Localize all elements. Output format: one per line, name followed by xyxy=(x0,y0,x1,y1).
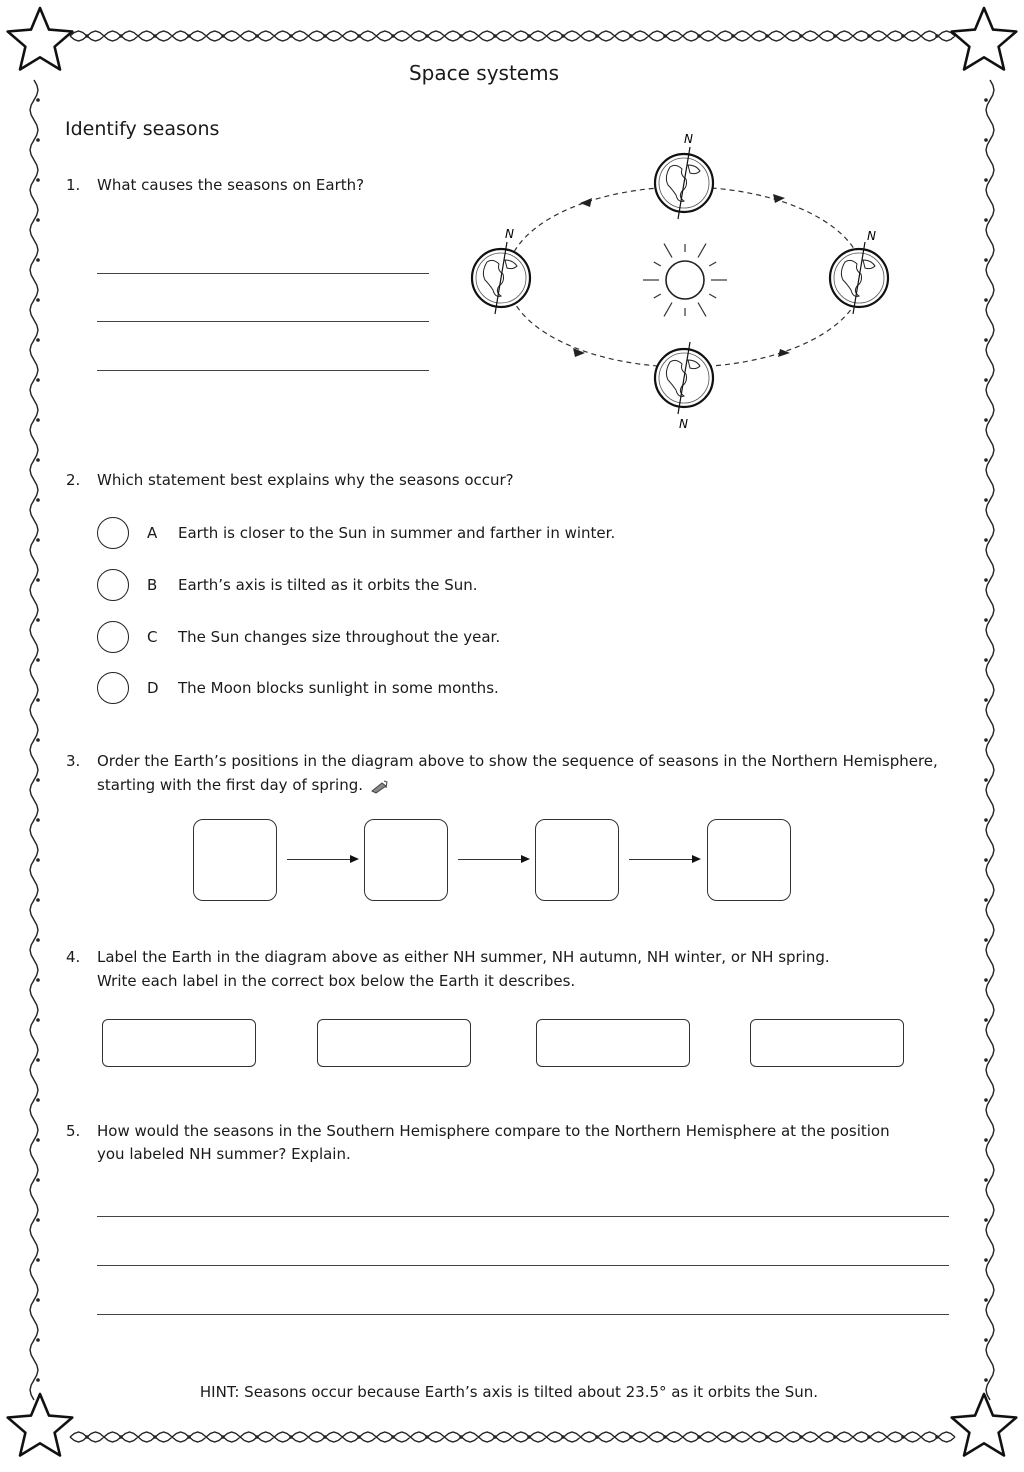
option-b-radio[interactable] xyxy=(97,569,129,601)
label-box-2[interactable] xyxy=(317,1019,471,1067)
sun-ray xyxy=(664,244,672,258)
sequence-arrow xyxy=(629,859,699,860)
option-b-text: Earth’s axis is tilted as it orbits the Sun. xyxy=(178,576,478,594)
question-5-text: How would the seasons in the Southern Hemisphere compare to the Northern Hemisphere at the position xyxy=(97,1122,890,1140)
question-4-text: Label the Earth in the diagram above as either NH summer, NH autumn, NH winter, or NH spring. xyxy=(97,948,830,966)
option-a-letter: A xyxy=(147,524,158,542)
sequence-box-3[interactable] xyxy=(535,819,619,901)
earth-icon xyxy=(830,229,888,314)
sun-ray xyxy=(654,294,661,298)
sun-ray xyxy=(654,262,661,266)
question-3-text-line2: starting with the first day of spring. xyxy=(97,776,364,794)
sequence-box-4[interactable] xyxy=(707,819,791,901)
option-c-text: The Sun changes size throughout the year. xyxy=(178,628,501,646)
answer-line[interactable] xyxy=(97,370,429,371)
question-5-number: 5. xyxy=(66,1122,81,1140)
question-2-text: Which statement best explains why the seasons occur? xyxy=(97,471,514,489)
option-d-letter: D xyxy=(147,679,159,697)
earth-icon xyxy=(655,342,713,431)
orbit-arrow xyxy=(580,198,592,207)
option-d-text: The Moon blocks sunlight in some months. xyxy=(178,679,499,697)
option-a-text: Earth is closer to the Sun in summer and farther in winter. xyxy=(178,524,616,542)
question-3-number: 3. xyxy=(66,752,81,770)
question-2-number: 2. xyxy=(66,471,81,489)
answer-line[interactable] xyxy=(97,321,429,322)
north-label: N xyxy=(684,132,693,146)
option-c-radio[interactable] xyxy=(97,621,129,653)
answer-line[interactable] xyxy=(97,273,429,274)
sun-icon xyxy=(643,244,727,317)
orbit-diagram xyxy=(460,120,910,440)
section-heading: Identify seasons xyxy=(65,118,220,140)
orbit-arrow xyxy=(573,348,585,357)
earth-icon xyxy=(655,132,713,219)
page-title: Space systems xyxy=(408,61,560,85)
star-icon xyxy=(8,1394,73,1456)
sequence-box-1[interactable] xyxy=(193,819,277,901)
option-c-letter: C xyxy=(147,628,158,646)
north-label: N xyxy=(867,229,876,243)
answer-line[interactable] xyxy=(97,1265,949,1266)
question-5-text-line2: you labeled NH summer? Explain. xyxy=(97,1145,351,1163)
option-a-radio[interactable] xyxy=(97,517,129,549)
sequence-arrow xyxy=(458,859,528,860)
option-b-letter: B xyxy=(147,576,158,594)
question-3-text: Order the Earth’s positions in the diagram above to show the sequence of seasons in the Northern Hemisphere, xyxy=(97,752,938,770)
sun-ray xyxy=(709,262,716,266)
sequence-box-2[interactable] xyxy=(364,819,448,901)
option-d-radio[interactable] xyxy=(97,672,129,704)
sun-ray xyxy=(698,244,706,258)
question-4-number: 4. xyxy=(66,948,81,966)
earth-icon xyxy=(472,227,530,314)
label-box-3[interactable] xyxy=(536,1019,690,1067)
label-box-1[interactable] xyxy=(102,1019,256,1067)
sun-ray xyxy=(664,303,672,317)
answer-line[interactable] xyxy=(97,1216,949,1217)
question-1-text: What causes the seasons on Earth? xyxy=(97,176,365,194)
label-box-4[interactable] xyxy=(750,1019,904,1067)
answer-line[interactable] xyxy=(97,1314,949,1315)
question-1-number: 1. xyxy=(66,176,81,194)
sequence-arrow xyxy=(287,859,357,860)
north-label: N xyxy=(679,417,688,431)
star-icon xyxy=(952,1394,1017,1456)
north-label: N xyxy=(505,227,514,241)
sun-ray xyxy=(709,294,716,298)
question-4-text-line2: Write each label in the correct box below the Earth it describes. xyxy=(97,972,576,990)
hint-text: HINT: Seasons occur because Earth’s axis is tilted about 23.5° as it orbits the Sun. xyxy=(199,1383,819,1401)
pencil-icon xyxy=(370,779,390,795)
sun-ray xyxy=(698,303,706,317)
